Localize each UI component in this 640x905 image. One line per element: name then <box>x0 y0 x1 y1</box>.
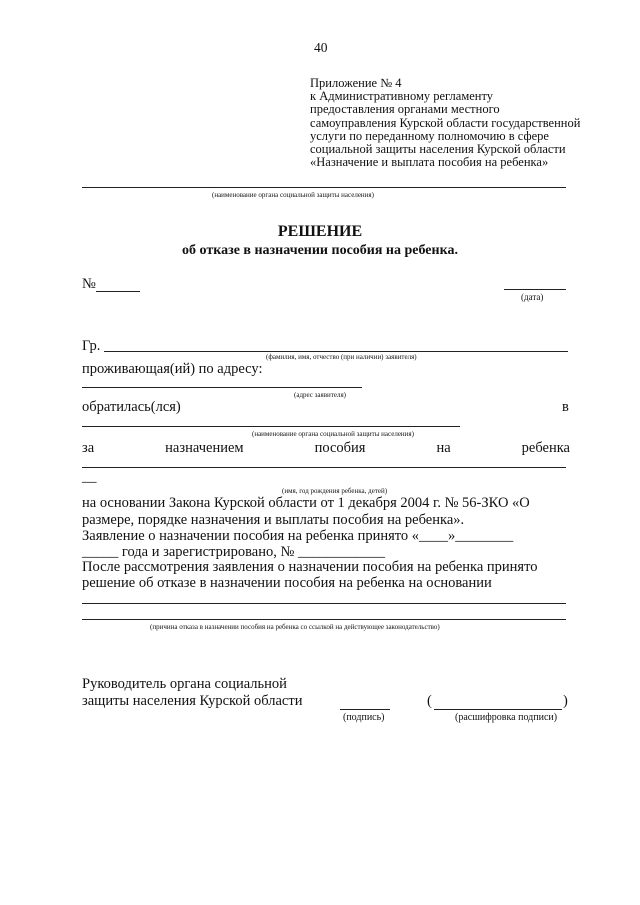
head-line-1: Руководитель органа социальной <box>82 676 287 692</box>
annex-line: к Административному регламенту <box>310 89 494 104</box>
residing-label: проживающая(ий) по адресу: <box>82 361 263 377</box>
address-caption: (адрес заявителя) <box>294 391 346 399</box>
annex-line: самоуправления Курской области государственной <box>310 115 581 130</box>
purpose-word: ребенка <box>521 440 570 456</box>
decipher-caption: (расшифровка подписи) <box>455 712 558 723</box>
head-line-2: защиты населения Курской области <box>82 693 303 709</box>
dash: — <box>82 474 97 490</box>
paren-open: ( <box>427 693 432 709</box>
page-number: 40 <box>314 40 328 55</box>
law-line-2: размере, порядке назначения и выплаты пособия на ребенка». <box>82 512 465 528</box>
fio-caption: (фамилия, имя, отчество (при наличии) заявителя) <box>266 353 417 361</box>
annex-block <box>310 77 590 169</box>
number-line <box>96 291 140 292</box>
annex-line: Приложение № 4 <box>310 76 402 90</box>
annex-line: «Назначение и выплата пособия на ребенка» <box>310 155 549 170</box>
applied-in: в <box>562 399 569 415</box>
law-line-1: на основании Закона Курской области от 1 декабря 2004 г. № 56-ЗКО «О <box>82 495 530 511</box>
signature-line <box>340 709 390 710</box>
date-caption: (дата) <box>521 292 544 302</box>
reason-caption: (причина отказа в назначении пособия на ребенка со ссылкой на действующее законодательство) <box>150 623 440 631</box>
purpose-line <box>82 440 570 457</box>
decipher-line <box>434 709 562 710</box>
purpose-word: назначением <box>165 440 244 456</box>
reason-line-2 <box>82 619 566 620</box>
applied-label: обратилась(лся) <box>82 399 181 415</box>
purpose-word: на <box>436 440 451 456</box>
reason-line-1 <box>82 603 566 604</box>
number-label: № <box>82 276 96 292</box>
organ-name-line-2 <box>82 426 460 427</box>
date-line <box>504 289 566 290</box>
statement-line-2: _____ года и зарегистрировано, № ____________ <box>82 544 385 560</box>
child-line <box>82 467 566 468</box>
signature-caption: (подпись) <box>343 712 385 723</box>
purpose-word: пособия <box>314 440 366 456</box>
organ-caption-2: (наименование органа социальной защиты населения) <box>252 430 414 438</box>
citizen-label: Гр. <box>82 338 101 354</box>
address-line <box>82 387 362 388</box>
decision-subtitle: об отказе в назначении пособия на ребенка. <box>182 243 458 258</box>
after-line-1: После рассмотрения заявления о назначении пособия на ребенка принято <box>82 559 538 575</box>
paren-close: ) <box>563 693 568 709</box>
annex-line: социальной защиты населения Курской области <box>310 142 566 157</box>
fio-line <box>104 351 568 352</box>
statement-line-1: Заявление о назначении пособия на ребенка принято «____»________ <box>82 528 514 544</box>
annex-line: предоставления органами местного <box>310 102 500 117</box>
decision-title: РЕШЕНИЕ <box>277 223 363 240</box>
organ-name-line <box>82 187 566 188</box>
child-caption: (имя, год рождения ребенка, детей) <box>282 487 388 495</box>
after-line-2: решение об отказе в назначении пособия на ребенка на основании <box>82 575 492 591</box>
purpose-word: за <box>82 440 95 456</box>
organ-caption: (наименование органа социальной защиты населения) <box>212 191 374 199</box>
annex-line: услуги по переданному полномочию в сфере <box>310 128 549 143</box>
